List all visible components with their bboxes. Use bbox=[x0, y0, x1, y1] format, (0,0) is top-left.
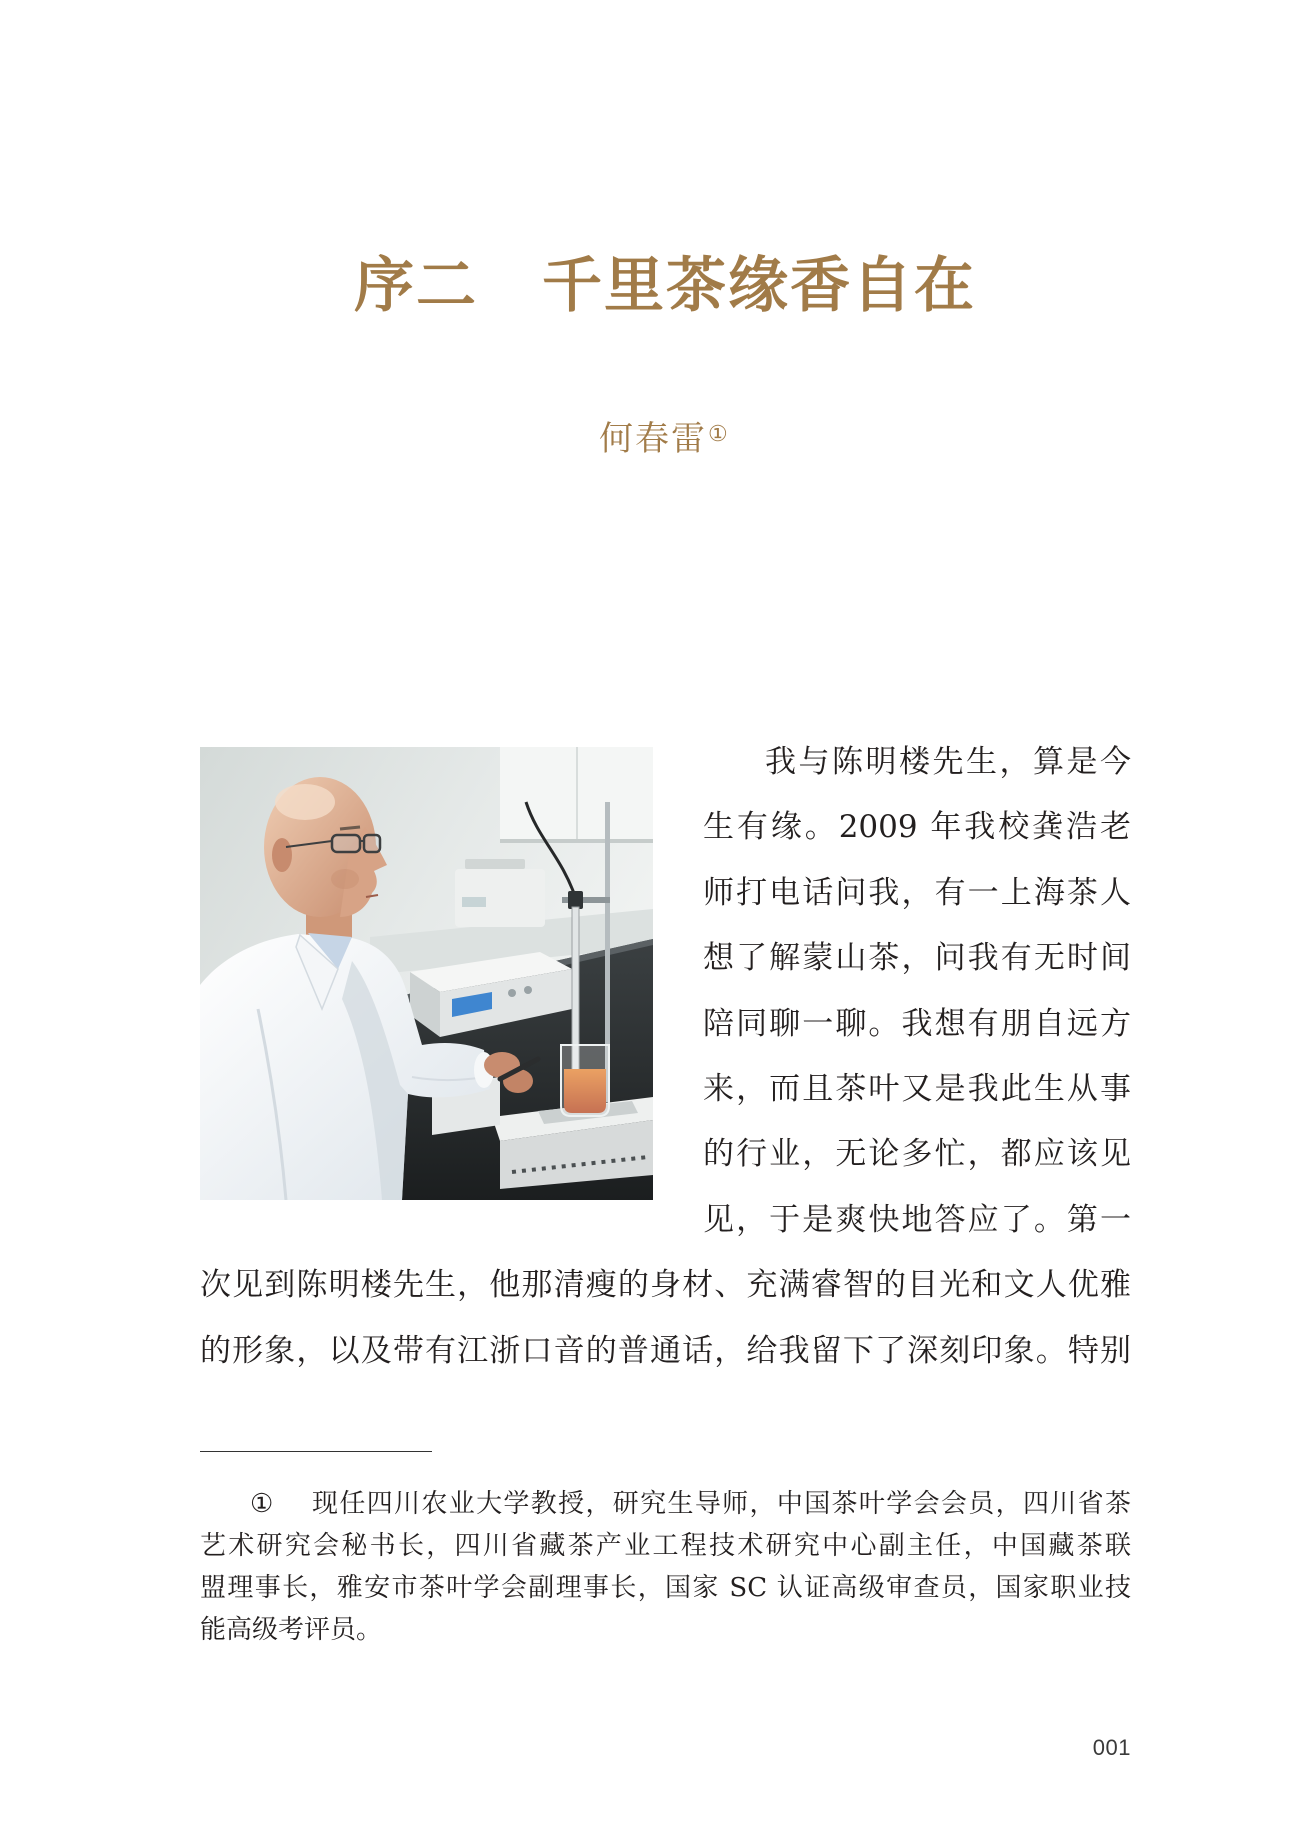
paragraph-line: 来，而且茶叶又是我此生从事 bbox=[703, 1070, 1131, 1107]
paragraph-line: 我与陈明楼先生，算是今 bbox=[765, 744, 1131, 780]
footnote-line: 能高级考评员。 bbox=[200, 1615, 383, 1645]
footnote-line: 艺术研究会秘书长，四川省藏茶产业工程技术研究中心副主任，中国藏茶联 bbox=[200, 1531, 1131, 1561]
footnote-reference-marker: ① bbox=[708, 422, 728, 447]
paragraph-line: 见，于是爽快地答应了。第一 bbox=[703, 1201, 1131, 1238]
page-number: 001 bbox=[1092, 1735, 1131, 1760]
chapter-title bbox=[354, 250, 976, 322]
footnote-line bbox=[200, 1483, 1131, 1525]
paragraph-line: 想了解蒙山茶，问我有无时间 bbox=[703, 940, 1131, 977]
chapter-title-text: 千里茶缘香自在 bbox=[542, 251, 976, 321]
paragraph-line: 师打电话问我，有一上海茶人 bbox=[703, 874, 1131, 911]
footnote-text: 现任四川农业大学教授，研究生导师，中国茶叶学会会员，四川省茶 bbox=[312, 1489, 1131, 1519]
author-byline bbox=[599, 413, 728, 461]
paragraph-line: 的行业，无论多忙，都应该见 bbox=[703, 1136, 1131, 1173]
footnote-line: 盟理事长，雅安市茶叶学会副理事长，国家 SC 认证高级审查员，国家职业技 bbox=[200, 1573, 1131, 1603]
chapter-title-label: 序二 bbox=[354, 251, 478, 321]
paragraph-line: 生有缘。2009 年我校龚浩老 bbox=[703, 809, 1131, 846]
author-name: 何春雷 bbox=[599, 419, 707, 459]
paragraph-line: 陪同聊一聊。我想有朋自远方 bbox=[703, 1005, 1131, 1042]
footnote-divider bbox=[200, 1451, 432, 1452]
body-text bbox=[200, 730, 1131, 1384]
footnote-marker: ① bbox=[250, 1489, 274, 1519]
paragraph-line: 的形象，以及带有江浙口音的普通话，给我留下了深刻印象。特别 bbox=[200, 1332, 1131, 1369]
paragraph-line: 次见到陈明楼先生，他那清瘦的身材、充满睿智的目光和文人优雅 bbox=[200, 1267, 1131, 1304]
footnote bbox=[200, 1483, 1131, 1651]
